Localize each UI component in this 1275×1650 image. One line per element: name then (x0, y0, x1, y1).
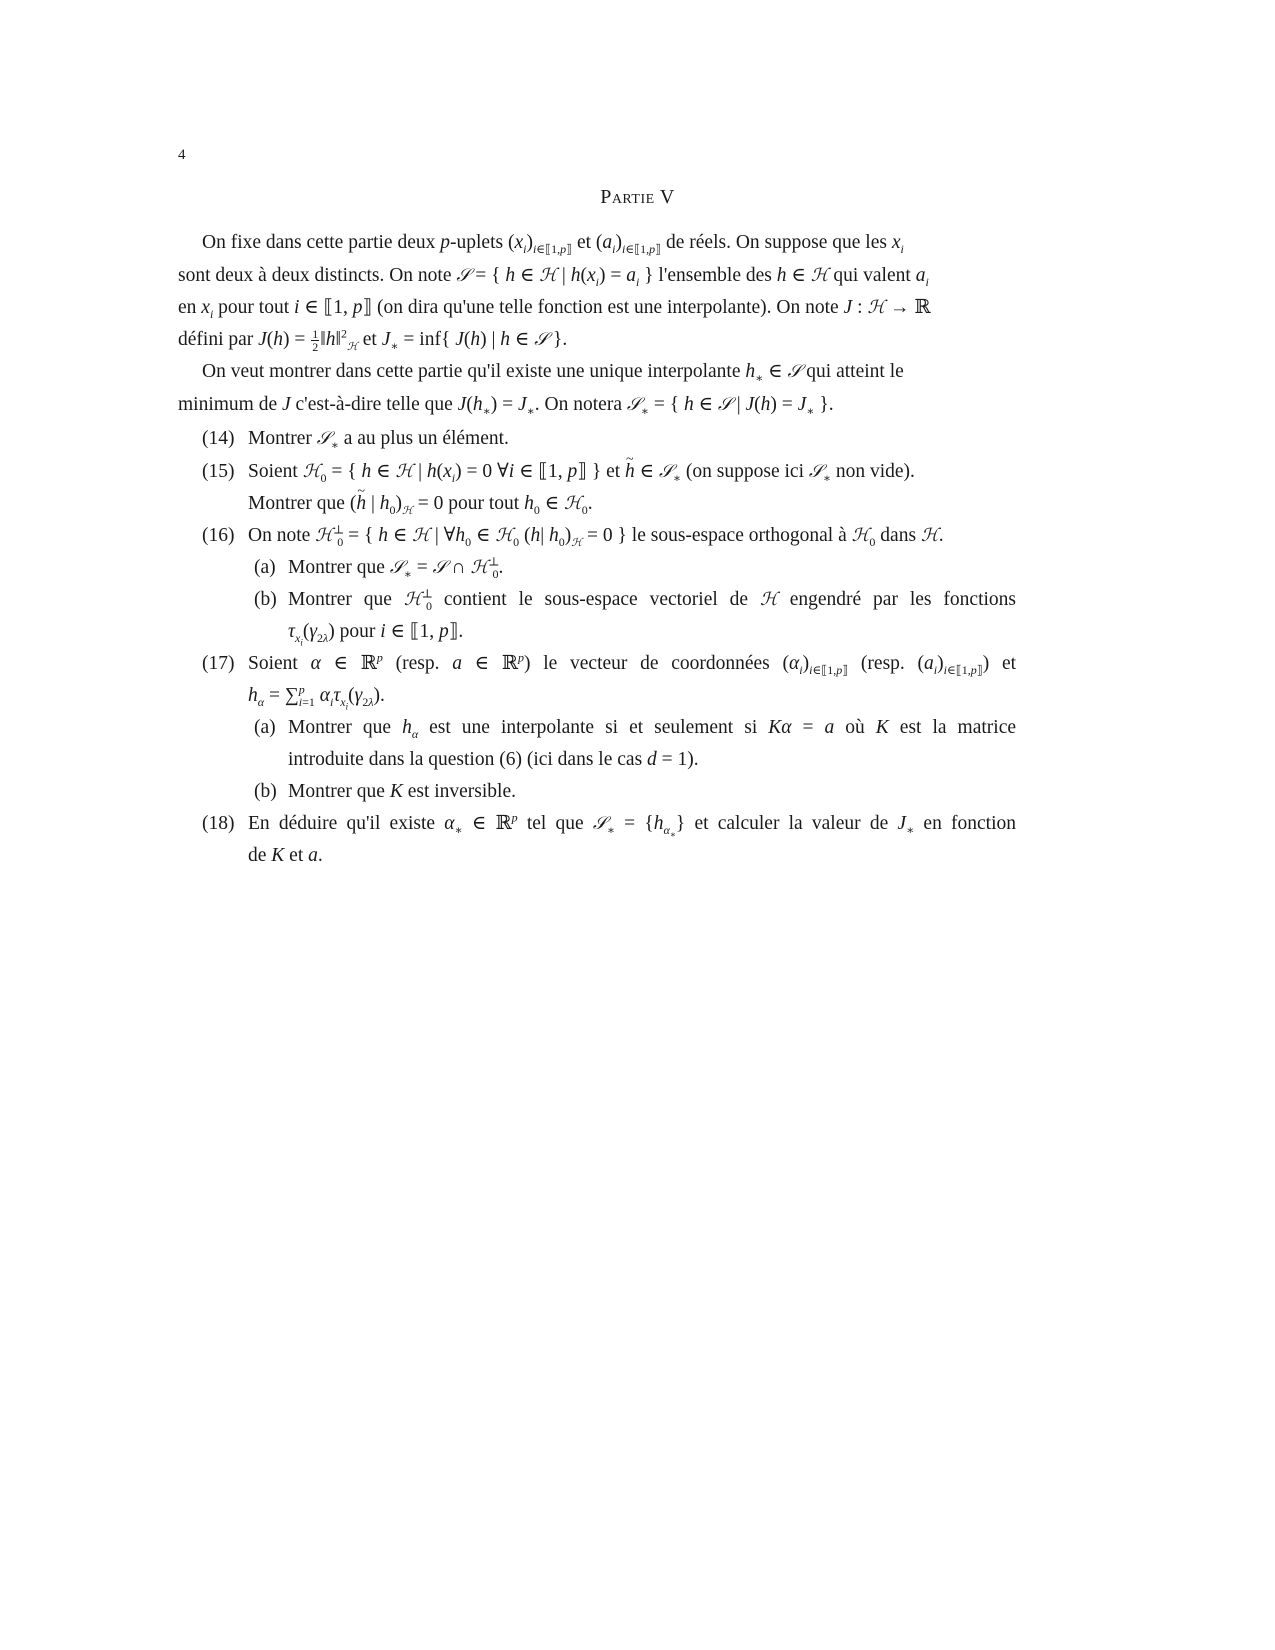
question-16b-line-2: $\tau_{x_i}(\gamma_{2\lambda})$ pour i ∈ ⟦1, p⟧. (288, 621, 464, 648)
page-number: 4 (178, 147, 186, 163)
intro-line-4: défini par J(h) = $\frac{1}{2}$ ‖h‖$^2_ℋ$ et $J_∗ = inf${ J(h) | h ∈ 𝒮 }. (178, 326, 568, 355)
question-15-line-2: Montrer que (~ h | $h_0)_ℋ = 0$ pour tout $h_0$ ∈ ℋ$_0$. (248, 492, 593, 516)
question-14: (14) Montrer 𝒮$_∗$ a au plus un élément. (202, 428, 509, 452)
question-18-line-2: de K et a. (248, 845, 323, 866)
question-18-line-1: (18) En déduire qu'il existe $\alpha_∗$ ∈ ℝ$^p$ tel que 𝒮$_∗$ = $\{h_{\alpha_∗}\}$ et calculer la valeur de $J_∗$ en fonction (202, 810, 1017, 840)
intro-p2-line-2: minimum de J c'est-à-dire telle que $J(h_∗) = J_∗$. On notera 𝒮$_∗$ = { h ∈ 𝒮 | $J(h) = J_∗$ }. (178, 394, 834, 418)
question-16a: (a) Montrer que 𝒮$_∗$ = 𝒮 ∩ ℋ⊥$_0$. (254, 554, 504, 581)
question-16: (16) On note ℋ⊥$_0$ = { h ∈ ℋ | $\forall h_0$ ∈ ℋ$_0$ (h| $h_0)_ℋ = 0$ } le sous-espace orthogonal à ℋ$_0$ dans ℋ. (202, 522, 944, 549)
question-17-line-2: $h_\alpha = \sum^p_{i=1}$ $\alpha_i\tau_{x_i}(\gamma_{2\lambda})$. (248, 682, 385, 712)
question-17b: (b) Montrer que K est inversible. (254, 781, 517, 802)
intro-p2-line-1: On veut montrer dans cette partie qu'il existe une unique interpolante $h_∗$ ∈ 𝒮 qui atteint le (202, 361, 904, 385)
question-17-line-1: (17) Soient α ∈ ℝ$^p$ (resp. a ∈ ℝ$^p$) le vecteur de coordonnées $(\alpha_i)_{i\in⟦1,p⟧}$ (resp. $(a_i)_{i\in⟦1,p⟧}$) et (202, 650, 1017, 677)
intro-line-1: On fixe dans cette partie deux p-uplets $(x_i)_{i\in⟦1,p⟧}$ et $(a_i)_{i\in⟦1,p⟧}$ de réels. On suppose que les $x_i$ (202, 232, 904, 256)
question-17a-line-1: (a) Montrer que $h_\alpha$ est une interpolante si et seulement si Kα = a où K est la matrice (254, 717, 1017, 741)
question-17a-line-2: introduite dans la question (6) (ici dans le cas d = 1). (288, 749, 699, 770)
section-title: Partie V (600, 186, 675, 208)
intro-line-3: en $x_i$ pour tout i ∈ ⟦1, p⟧ (on dira qu'une telle fonction est une interpolante). On note J : ℋ → ℝ (178, 297, 931, 321)
intro-line-2: sont deux à deux distincts. On note 𝒮 = { h ∈ ℋ | $h(x_i) = a_i$ } l'ensemble des h ∈ ℋ qui valent $a_i$ (178, 265, 929, 289)
question-15-line-1: (15) Soient ℋ$_0$ = { h ∈ ℋ | $h(x_i) = 0$ ∀i ∈ ⟦1, p⟧ } et ~ h ∈ 𝒮$_∗$ (on suppose ici 𝒮$_∗$ non vide). (202, 460, 915, 484)
question-16b-line-1: (b) Montrer que ℋ⊥$_0$ contient le sous-espace vectoriel de ℋ engendré par les fonctions (254, 586, 1016, 613)
